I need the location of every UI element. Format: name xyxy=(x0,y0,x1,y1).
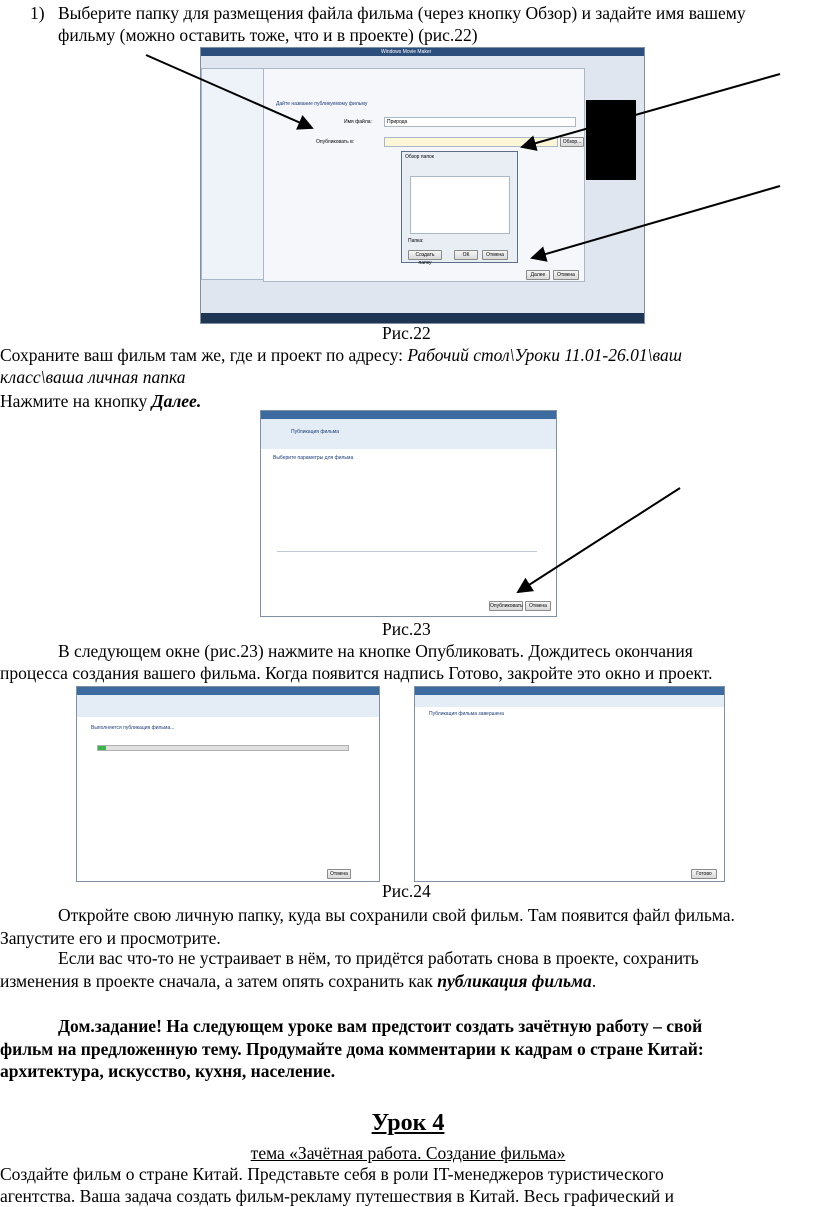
lesson-line-1: Создайте фильм о стране Китай. Представьте себя в роли IT-менеджеров туристического xyxy=(0,1164,664,1184)
para1-line-2: класс\ваша личная папка xyxy=(0,367,186,387)
fig22-cancel2-button[interactable]: Отмена xyxy=(553,270,579,280)
fig24-caption: Рис.24 xyxy=(382,881,431,901)
arrow-to-ok xyxy=(532,186,780,258)
fig22-ok-button[interactable]: ОК xyxy=(454,250,478,260)
arrow-to-browse xyxy=(522,74,780,147)
para4-emphasis: публикация фильма xyxy=(437,971,592,991)
homework-line-2: фильм на предложенную тему. Продумайте дома комментарии к кадрам о стране Китай: xyxy=(0,1039,704,1059)
lesson-subtitle: тема «Зачётная работа. Создание фильма» xyxy=(250,1143,566,1163)
fig23-publish-button[interactable]: Опубликовать xyxy=(490,603,523,609)
para1-italic-path: Рабочий стол\Уроки 11.01-26.01\ваш xyxy=(407,345,682,365)
para3-line-2: Запустите его и просмотрите. xyxy=(0,928,221,948)
lesson-line-2: агентства. Ваша задача создать фильм-рекламу путешествия в Китай. Весь графический и xyxy=(0,1186,674,1206)
fig24-left-header xyxy=(77,695,379,717)
fig24-left-heading: Выполняется публикация фильма... xyxy=(91,725,175,731)
fig22-caption: Рис.22 xyxy=(382,323,431,343)
para2-line-2: процесса создания вашего фильма. Когда появится надпись Готово, закройте это окно и проект. xyxy=(0,663,713,683)
fig23-cancel-button[interactable]: Отмена xyxy=(525,601,551,611)
lesson-title: Урок 4 xyxy=(371,1110,445,1136)
para2-line-1: В следующем окне (рис.23) нажмите на кнопке Опубликовать. Дождитесь окончания xyxy=(58,641,693,661)
para1-line-1 xyxy=(0,344,682,366)
fig22-name-label: Имя файла: xyxy=(344,119,372,125)
fig24-right-screenshot xyxy=(414,686,725,882)
para1-next-word: Далее. xyxy=(151,391,202,411)
fig24-right-titlebar xyxy=(415,687,724,695)
fig22-publish-label: Опубликовать в: xyxy=(316,139,355,145)
fig22-name-value: Природа xyxy=(387,119,408,125)
fig23-arrows xyxy=(0,480,816,620)
para4-end: . xyxy=(591,971,597,991)
fig22-folder-label: Папка: xyxy=(408,238,424,244)
fig22-window-title: Windows Movie Maker xyxy=(381,49,432,55)
fig22-arrows xyxy=(0,0,816,330)
step-number: 1) xyxy=(30,3,45,23)
arrow-to-name xyxy=(146,55,312,128)
fig23-header xyxy=(261,419,556,449)
fig24-left-titlebar xyxy=(77,687,379,695)
fig24-progress-bar xyxy=(97,745,349,751)
fig24-right-done[interactable]: Готово xyxy=(691,869,717,879)
para1-press: Нажмите на кнопку xyxy=(0,391,152,411)
fig22-browse-button[interactable]: Обзор... xyxy=(560,137,584,147)
step-line-2: фильму (можно оставить тоже, что и в проекте) (рис.22) xyxy=(58,25,478,45)
fig22-next-button[interactable]: Далее xyxy=(526,270,550,280)
fig23-heading: Выберите параметры для фильма xyxy=(273,455,354,461)
fig24-right-heading: Публикация фильма завершена xyxy=(429,711,504,717)
fig23-titlebar xyxy=(261,411,556,419)
fig23-tab: Публикация фильма xyxy=(291,429,339,435)
para3-line-1: Откройте свою личную папку, куда вы сохранили свой фильм. Там появится файл фильма. xyxy=(58,905,735,925)
para4-line-1: Если вас что-то не устраивает в нём, то придётся работать снова в проекте, сохранить xyxy=(58,948,699,968)
fig24-left-cancel[interactable]: Отмена xyxy=(327,869,351,879)
para4-plain: изменения в проекте сначала, а затем опять сохранить как xyxy=(0,971,438,991)
arrow-to-publish xyxy=(518,488,680,592)
para1-plain: Сохраните ваш фильм там же, где и проект по адресу: xyxy=(0,345,408,365)
fig24-right-header xyxy=(415,695,724,707)
homework-line-3: архитектура, искусство, кухня, население. xyxy=(0,1061,336,1081)
fig22-new-folder-button[interactable]: Создать папку xyxy=(408,250,442,260)
para1-line-3 xyxy=(0,390,201,412)
homework-line-1: Дом.задание! На следующем уроке вам предстоит создать зачётную работу – свой xyxy=(58,1016,703,1036)
para4-line-2 xyxy=(0,970,596,992)
fig22-cancel-button[interactable]: Отмена xyxy=(482,250,508,260)
step-line-1: Выберите папку для размещения файла фильма (через кнопку Обзор) и задайте имя вашему xyxy=(58,3,746,23)
fig23-caption: Рис.23 xyxy=(382,619,431,639)
fig24-progress-fill xyxy=(98,746,106,750)
fig22-dialog-heading: Дайте название публикуемому фильму xyxy=(276,101,368,107)
fig22-folder-dialog-title: Обзор папок xyxy=(405,154,434,160)
fig24-left-screenshot xyxy=(76,686,380,882)
